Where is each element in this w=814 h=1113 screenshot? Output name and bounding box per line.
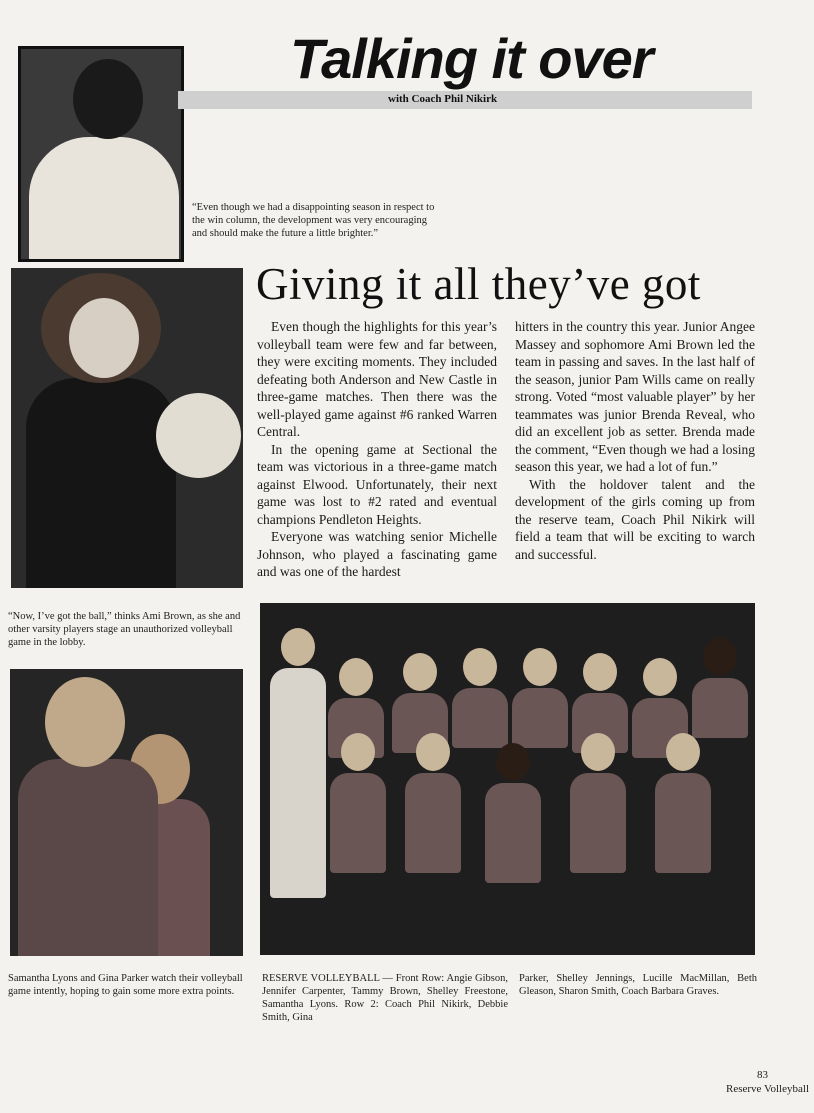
page-section-label: Reserve Volleyball: [726, 1083, 809, 1095]
coach-photo: [18, 46, 184, 262]
team-member: [655, 733, 711, 873]
player-figure: [18, 759, 158, 956]
samantha-gina-photo: [10, 669, 243, 956]
article-column-2: [515, 318, 755, 563]
article-paragraph: With the holdover talent and the development of the girls coming up from the reserve team, Coach Phil Nikirk will field a team that will be exciting to warch and successful.: [515, 476, 755, 562]
title-bar: [178, 91, 752, 109]
ami-brown-photo: [11, 268, 243, 588]
article-paragraph: hitters in the country this year. Junior Angee Massey and sophomore Ami Brown led the team in passing and saves. In the last half of the season, junior Pam Wills came on really strong. Voted “most valuable player” by her teammates was junior Brenda Reveal, who did an excellent job as setter. Brenda made the comment, “Even though we had a losing season this year, we had a lot of fun.”: [515, 319, 755, 474]
article-paragraph: In the opening game at Sectional the team was victorious in a three-game match against Elwood. Unfortunately, their next game was lost to #2 rated and eventual champions Pendleton Heights.: [257, 441, 497, 527]
samantha-photo-caption: Samantha Lyons and Gina Parker watch their volleyball game intently, hoping to gain some more extra points.: [8, 973, 243, 997]
player-head: [45, 677, 125, 767]
coach-quote: “Even though we had a disappointing season in respect to the win column, the development was very encouraging and should make the future a little brighter.”: [192, 202, 435, 239]
article-heading: Giving it all they’ve got: [256, 259, 701, 309]
page-number: 83: [757, 1069, 768, 1081]
team-member: [692, 638, 748, 738]
volleyball-icon: [156, 393, 241, 478]
feature-subtitle: with Coach Phil Nikirk: [388, 93, 498, 105]
article-paragraph: Everyone was watching senior Michelle Johnson, who played a fascinating game and was one of the hardest: [257, 529, 497, 579]
coach-head: [73, 59, 143, 139]
ami-photo-caption: “Now, I’ve got the ball,” thinks Ami Brown, as she and other varsity players stage an unauthorized volleyball game in the lobby.: [8, 611, 241, 648]
coach-figure: [29, 137, 179, 262]
team-photo-caption: RESERVE VOLLEYBALL — Front Row: Angie Gibson, Jennifer Carpenter, Tammy Brown, Shelley Freestone, Samantha Lyons. Row 2: Coach Phil Nikirk, Debbie Smith, Gina: [262, 973, 508, 1023]
article-paragraph: Even though the highlights for this year’s volleyball team were few and far between, they were exciting moments. They included defeating both Anderson and New Castle in three-game matches. Then there was the well-played game against #6 ranked Warren Central.: [257, 319, 497, 439]
team-member: [485, 743, 541, 883]
article-column-1: [257, 318, 497, 581]
reserve-team-photo: [260, 603, 755, 955]
team-member: [270, 628, 326, 898]
team-member: [405, 733, 461, 873]
team-member: [330, 733, 386, 873]
player-face: [69, 298, 139, 378]
team-member: [512, 648, 568, 748]
team-member: [570, 733, 626, 873]
player-figure: [26, 378, 176, 588]
feature-title: Talking it over: [290, 27, 653, 90]
team-photo-caption-continued: Parker, Shelley Jennings, Lucille MacMillan, Beth Gleason, Sharon Smith, Coach Barbara Graves.: [519, 973, 757, 997]
